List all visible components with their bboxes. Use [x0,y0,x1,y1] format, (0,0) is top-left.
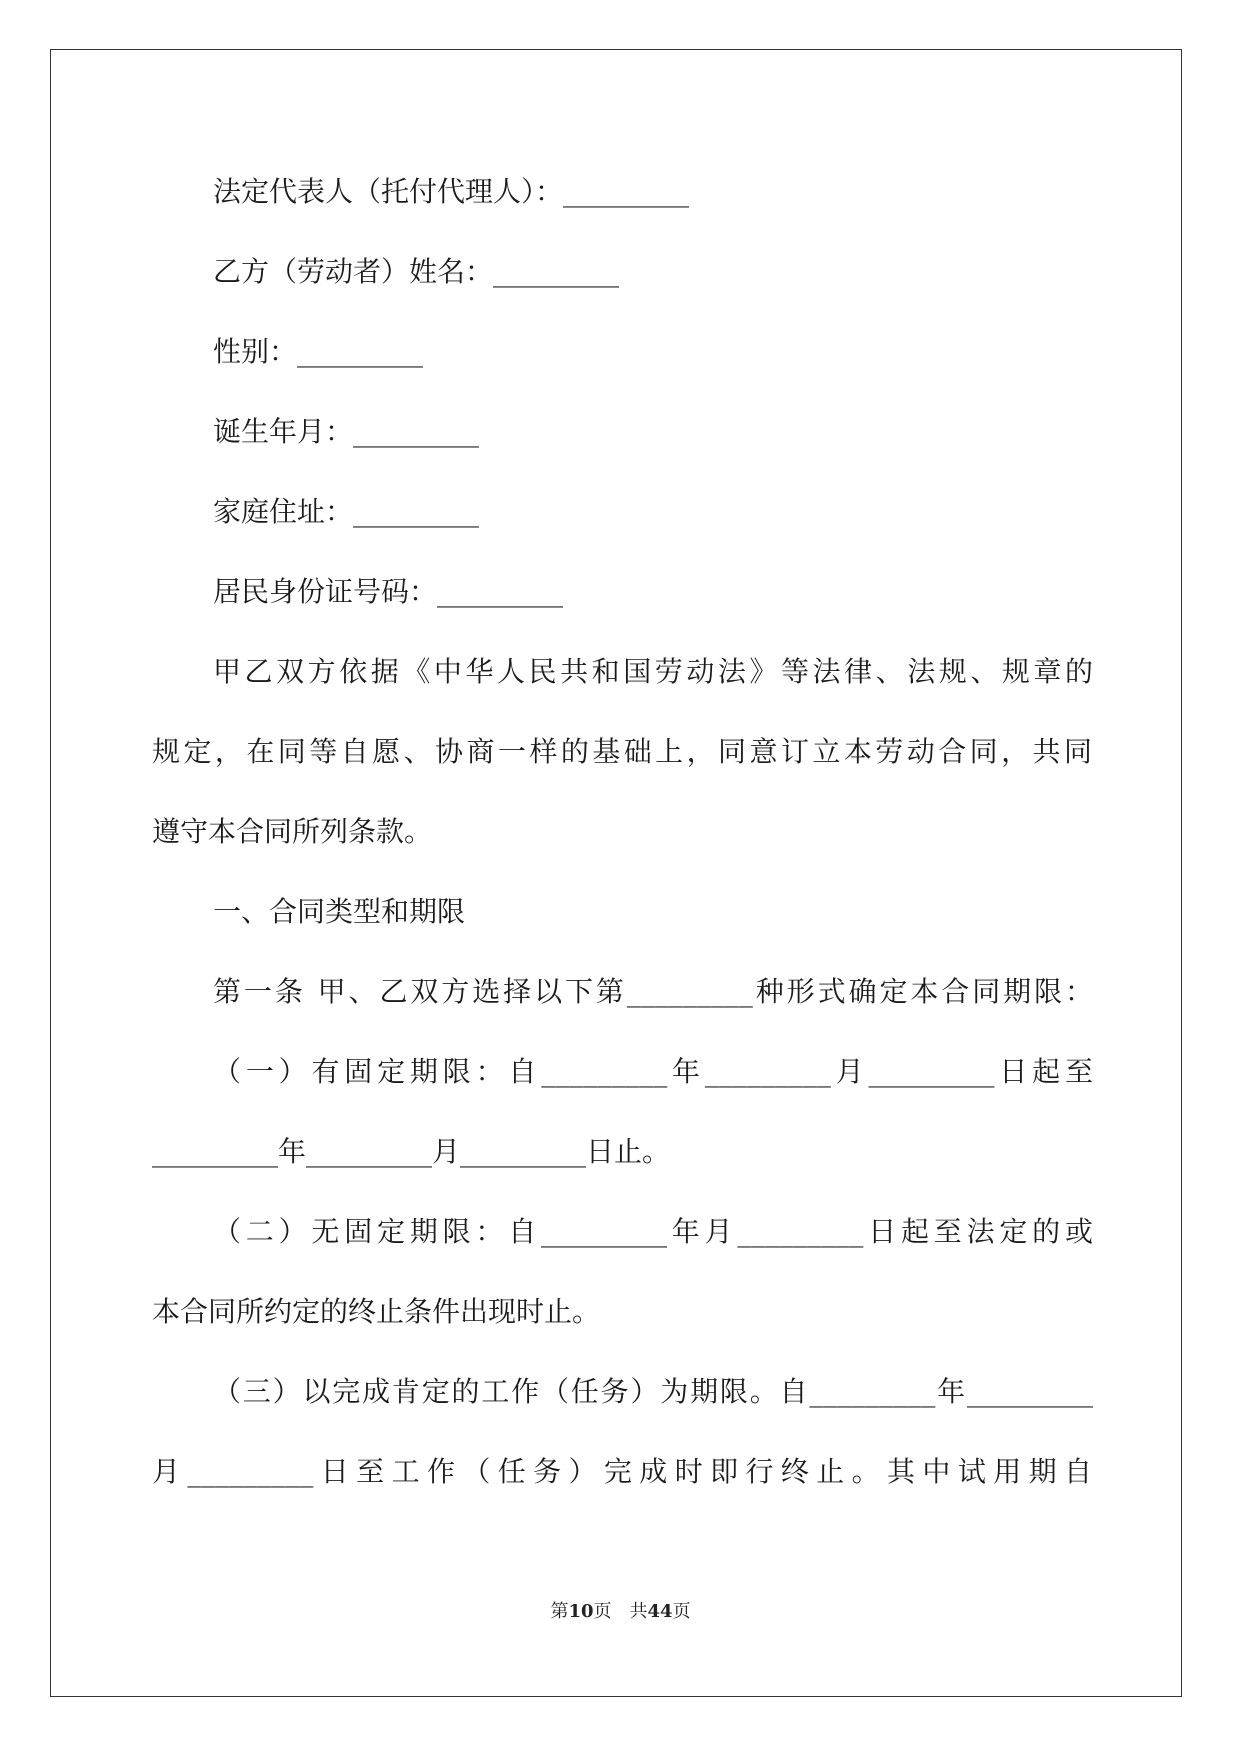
birth-date-line: 诞生年月：_________ [213,415,480,448]
page-mid-text: 页 共 [593,1601,648,1622]
home-address-line: 家庭住址：_________ [213,495,480,528]
clause-open-term-line: 本合同所约定的终止条件出现时止。 [152,1295,601,1328]
article-line: 第一条 甲、乙双方选择以下第_________种形式确定本合同期限： [213,975,1093,1008]
clause-task-term-line: 月_________日至工作（任务）完成时即行终止。其中试用期自 [152,1455,1092,1488]
paragraph-line: 规定，在同等自愿、协商一样的基础上，同意订立本劳动合同，共同 [152,735,1092,768]
total-page-number: 44 [647,1601,673,1622]
clause-fixed-term-line: （一）有固定期限：自_________年_________月_________日起至 [213,1055,1093,1088]
id-number-line: 居民身份证号码：_________ [213,575,564,608]
paragraph-line: 甲乙双方依据《中华人民共和国劳动法》等法律、法规、规章的 [213,655,1093,688]
page-footer [0,1600,1241,1624]
gender-line: 性别：_________ [213,335,424,368]
page-suffix: 页 [672,1601,691,1622]
current-page-number: 10 [568,1601,594,1622]
section-heading: 一、合同类型和期限 [213,895,466,928]
clause-task-term-line: （三）以完成肯定的工作（任务）为期限。自_________年_________ [213,1375,1093,1408]
paragraph-line: 遵守本合同所列条款。 [152,815,433,848]
page-border [50,49,1182,1697]
party-b-name-line: 乙方（劳动者）姓名：_________ [213,255,620,288]
legal-representative-line: 法定代表人（托付代理人）：_________ [213,175,690,208]
clause-fixed-term-line: _________年_________月_________日止。 [152,1135,671,1168]
clause-open-term-line: （二）无固定期限：自_________年月_________日起至法定的或 [213,1215,1093,1248]
page-prefix: 第 [550,1601,569,1622]
